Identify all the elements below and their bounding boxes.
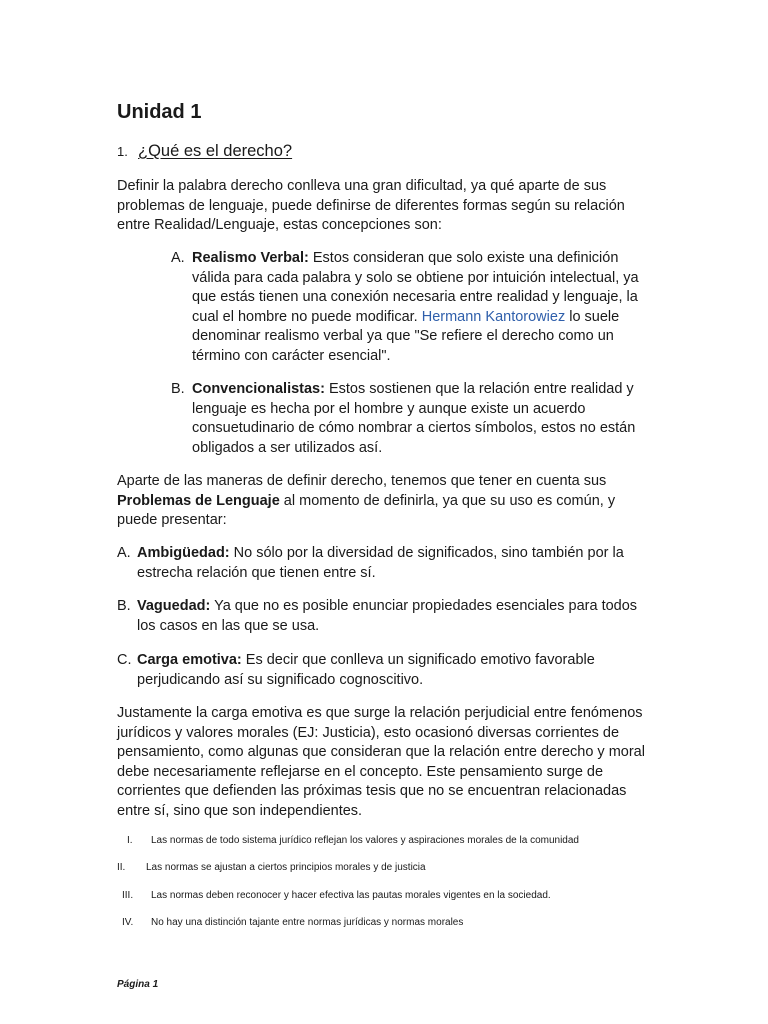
- page-number-footer: Página 1: [117, 979, 159, 990]
- carga-emotiva-paragraph: Justamente la carga emotiva es que surge la relación perjudicial entre fenómenos jurídicos y valores morales (EJ: Justicia), esto ocasionó diversas corrientes de pensamiento, como algunas que consideran que la relación entre derecho y moral debe necesariamente reflejarse en el concepto. Este pensamiento surge de corrientes que defienden las próximas tesis que no se encuentran relacionadas entre sí, sino que son independientes.: [117, 705, 645, 819]
- item-text: Ya que no es posible enunciar propiedades esenciales para todos los casos en las que se usa.: [137, 598, 638, 634]
- item-text-continued: lo suele denominar realismo verbal ya que "Se refiere el derecho como un término con carácter esencial".: [192, 308, 620, 364]
- tesis-item: [117, 916, 677, 929]
- item-text: Es decir que conlleva un significado emotivo favorable perjudicando así su significado cognoscitivo.: [137, 652, 595, 688]
- roman-numeral: I.: [127, 835, 133, 846]
- bold-phrase: Problemas de Lenguaje: [117, 492, 280, 509]
- list-marker: A.: [171, 250, 185, 266]
- tesis-item: [117, 834, 677, 847]
- roman-numeral: III.: [122, 890, 134, 901]
- question-number: 1.: [117, 144, 128, 159]
- tesis-item: [117, 861, 677, 874]
- item-text: Estos sostienen que la relación entre realidad y lenguaje es hecha por el hombre y aunque existe un acuerdo consuetudinario de cómo nombrar a ciertos símbolos, estos no están obligados a ser utilizados así.: [192, 381, 636, 456]
- tesis-text: Las normas de todo sistema jurídico reflejan los valores y aspiraciones morales de la comunidad: [151, 835, 579, 846]
- item-text: No sólo por la diversidad de significados, sino también por la estrecha relación que tienen entre sí.: [137, 545, 624, 581]
- term-label: Carga emotiva:: [137, 652, 242, 668]
- list-marker: B.: [171, 381, 185, 397]
- question-text: ¿Qué es el derecho?: [138, 142, 293, 160]
- question-heading: [117, 140, 292, 163]
- concepcion-item-realismo: [171, 249, 651, 367]
- problemas-paragraph: [117, 472, 657, 531]
- problema-item-ambiguedad: [117, 544, 657, 583]
- problema-item-carga-emotiva: [117, 651, 657, 690]
- term-label: Realismo Verbal:: [192, 250, 309, 266]
- problema-item-vaguedad: [117, 597, 657, 636]
- tesis-text: Las normas se ajustan a ciertos principios morales y de justicia: [146, 862, 426, 873]
- roman-numeral: IV.: [122, 917, 134, 928]
- page-title: Unidad 1: [117, 101, 202, 123]
- item-text: Estos consideran que solo existe una definición válida para cada palabra y solo se obtiene por intuición intelectual, ya que estás tienen una conexión necesaria entre realidad y lenguaje, la cual el hombre no puede modificar.: [192, 250, 639, 325]
- tesis-item: [117, 889, 677, 902]
- list-marker: C.: [117, 652, 132, 668]
- term-label: Ambigüedad:: [137, 545, 230, 561]
- concepcion-item-convencionalistas: [171, 380, 651, 458]
- roman-numeral: II.: [117, 862, 126, 873]
- paragraph-text-continued: al momento de definirla, ya que su uso es común, y puede presentar:: [117, 492, 616, 529]
- paragraph-text: Aparte de las maneras de definir derecho, tenemos que tener en cuenta sus: [117, 473, 607, 489]
- list-marker: A.: [117, 545, 131, 561]
- tesis-text: No hay una distinción tajante entre normas jurídicas y normas morales: [151, 917, 464, 928]
- tesis-text: Las normas deben reconocer y hacer efectiva las pautas morales vigentes en la sociedad.: [151, 890, 551, 901]
- author-link[interactable]: Hermann Kantorowiez: [421, 308, 566, 325]
- term-label: Vaguedad:: [137, 598, 211, 614]
- term-label: Convencionalistas:: [192, 381, 325, 397]
- intro-paragraph: Definir la palabra derecho conlleva una gran dificultad, ya qué aparte de sus problemas de lenguaje, puede definirse de diferentes formas según su relación entre Realidad/Lenguaje, estas concepciones son:: [117, 178, 625, 234]
- list-marker: B.: [117, 598, 131, 614]
